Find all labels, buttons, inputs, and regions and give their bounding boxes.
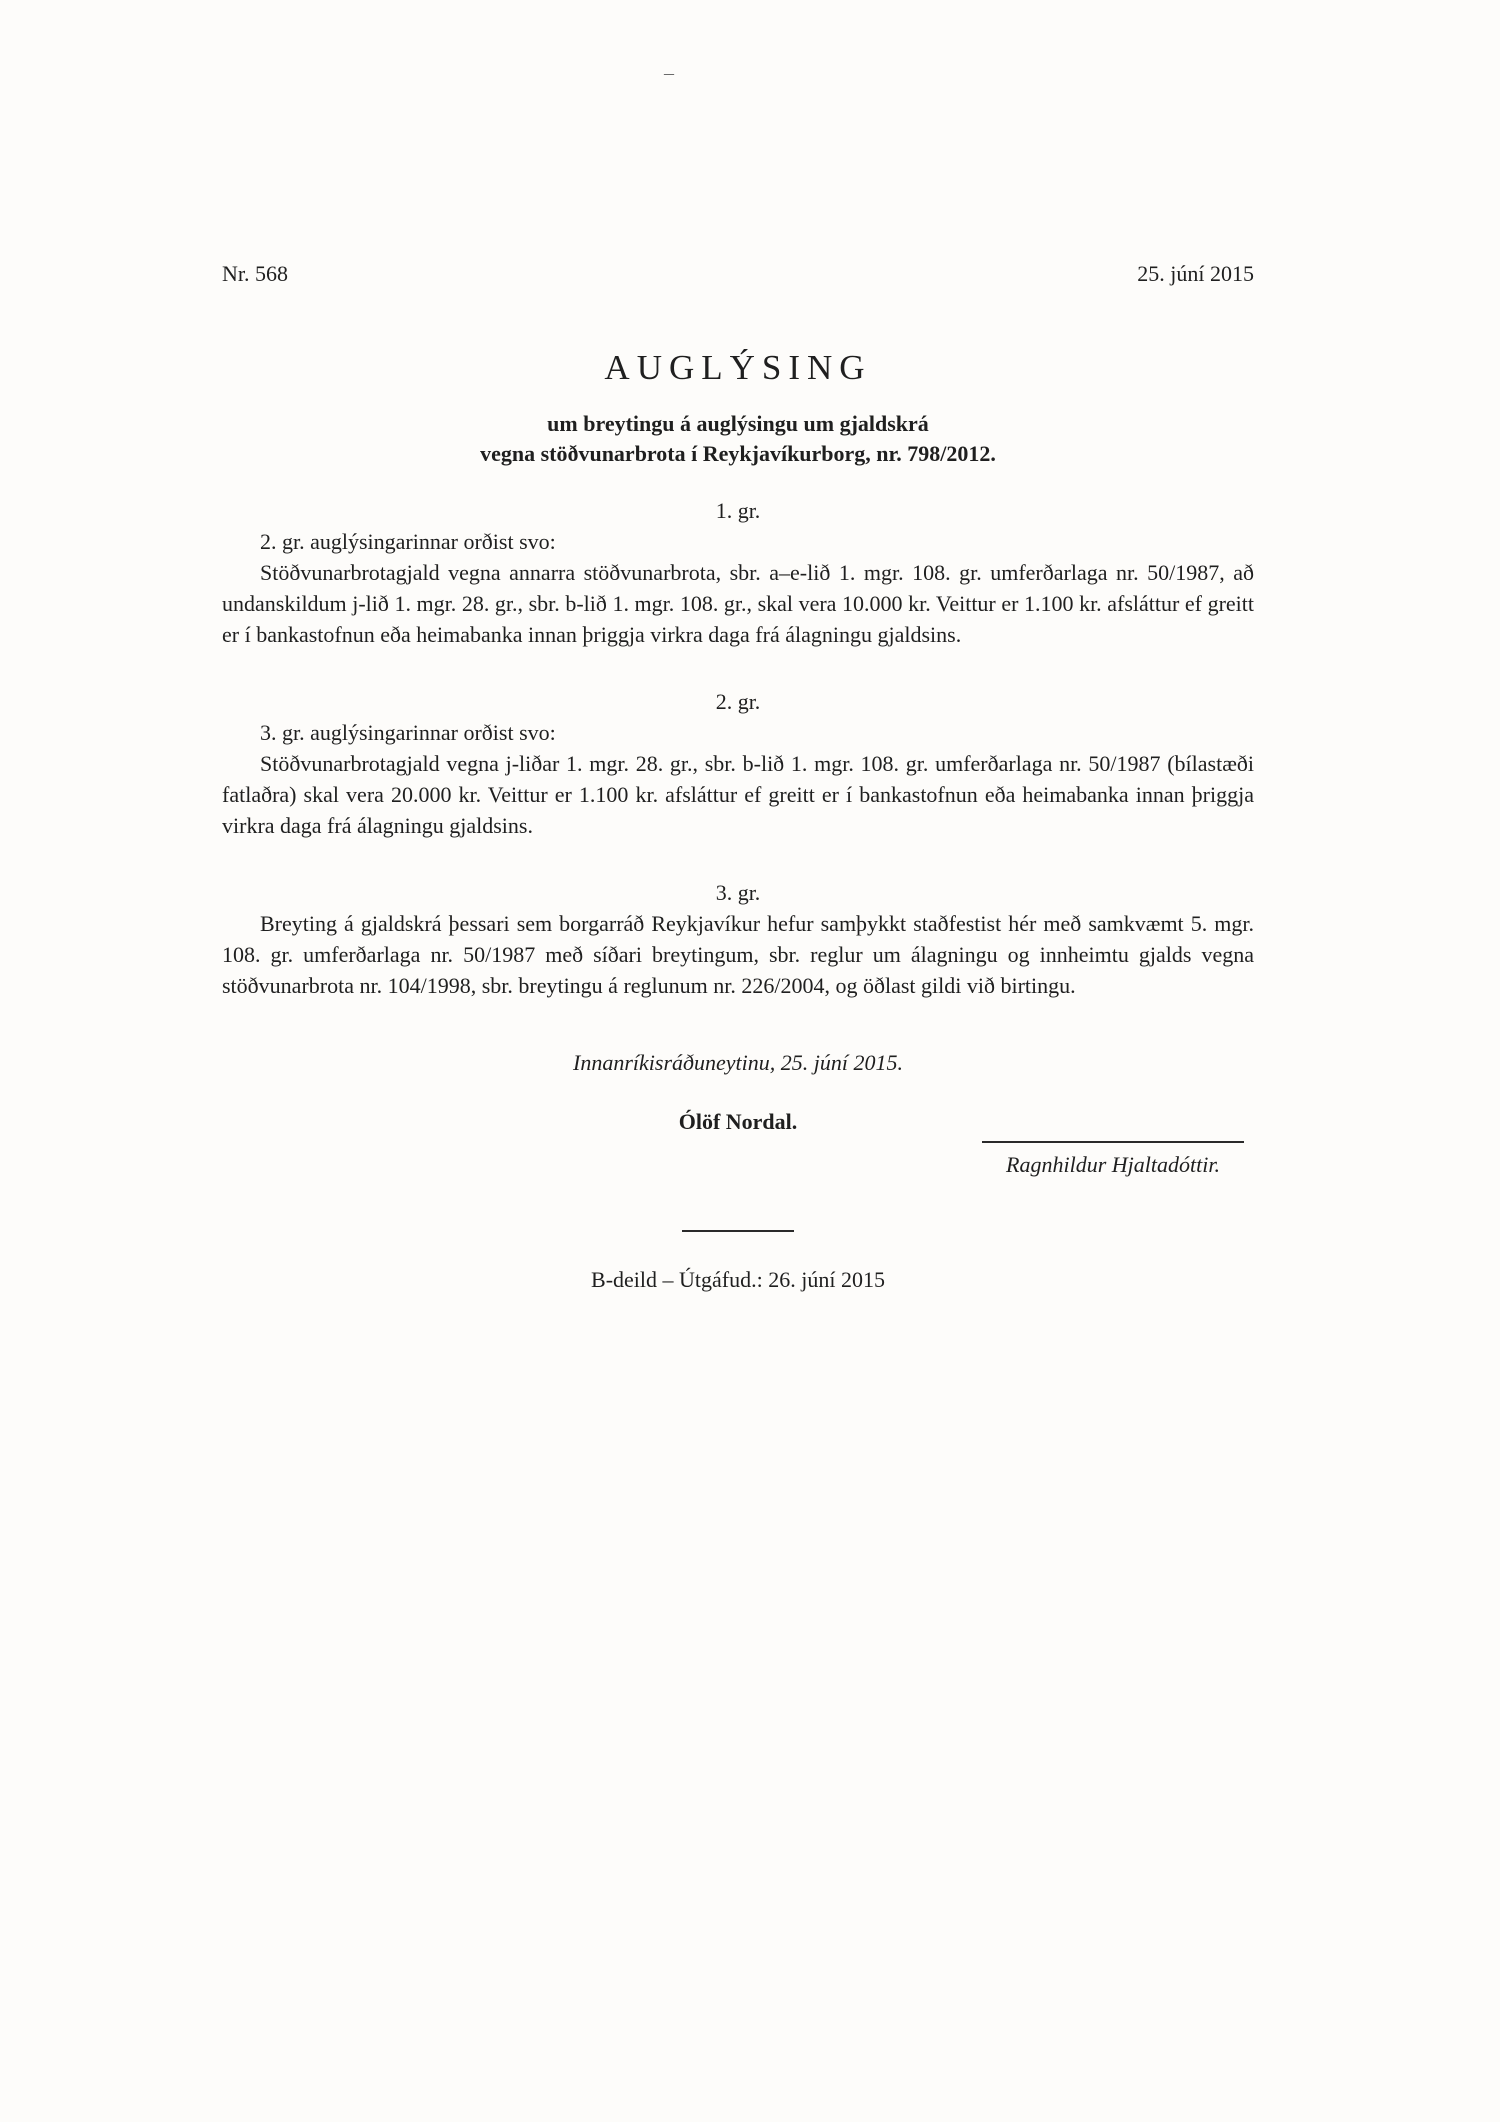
document-content bbox=[222, 258, 1254, 1295]
section-3 bbox=[222, 877, 1254, 1001]
section-2 bbox=[222, 686, 1254, 841]
section-3-heading: 3. gr. bbox=[715, 880, 761, 905]
subtitle-line-2: vegna stöðvunarbrota í Reykjavíkurborg, nr. 798/2012. bbox=[480, 441, 996, 466]
page-title: AUGLÝSING bbox=[604, 348, 872, 387]
signer-primary: Ólöf Nordal. bbox=[678, 1109, 798, 1134]
footer-text: B-deild – Útgáfud.: 26. júní 2015 bbox=[591, 1267, 885, 1292]
signature-place-date: Innanríkisráðuneytinu, 25. júní 2015. bbox=[573, 1050, 903, 1075]
section-1-body: Stöðvunarbrotagjald vegna annarra stöðvunarbrota, sbr. a–e-lið 1. mgr. 108. gr. umferðarlaga nr. 50/1987, að undanskildum j-lið 1. mgr. 28. gr., sbr. b-lið 1. mgr. 108. gr., skal vera 10.000 kr. Veittur er 1.100 kr. afsláttur ef greitt er í bankastofnun eða heimabanka innan þriggja virkra daga frá álagningu gjaldsins. bbox=[222, 560, 1254, 647]
section-2-body: Stöðvunarbrotagjald vegna j-liðar 1. mgr. 28. gr., sbr. b-lið 1. mgr. 108. gr. umferðarlaga nr. 50/1987 (bílastæði fatlaðra) skal vera 20.000 kr. Veittur er 1.100 kr. afsláttur ef greitt er í bankastofnun eða heimabanka innan þriggja virkra daga frá álagningu gjaldsins. bbox=[222, 751, 1254, 838]
countersignature-block bbox=[982, 1141, 1244, 1180]
section-2-intro: 3. gr. auglýsingarinnar orðist svo: bbox=[260, 720, 556, 745]
section-1 bbox=[222, 495, 1254, 650]
document-number: Nr. 568 bbox=[222, 261, 288, 286]
section-1-intro: 2. gr. auglýsingarinnar orðist svo: bbox=[260, 529, 556, 554]
footer-divider bbox=[682, 1230, 794, 1232]
signer-secondary: Ragnhildur Hjaltadóttir. bbox=[1006, 1152, 1220, 1177]
document-subtitle bbox=[222, 409, 1254, 469]
scan-artifact-dash: – bbox=[664, 62, 674, 84]
section-1-heading: 1. gr. bbox=[715, 498, 761, 523]
section-3-body: Breyting á gjaldskrá þessari sem borgarráð Reykjavíkur hefur samþykkt staðfestist hér með samkvæmt 5. mgr. 108. gr. umferðarlaga nr. 50/1987 með síðari breytingum, sbr. reglur um álagningu og innheimtu gjalds vegna stöðvunarbrota nr. 104/1998, sbr. breytingu á reglunum nr. 226/2004, og öðlast gildi við birtingu. bbox=[222, 911, 1254, 998]
section-2-heading: 2. gr. bbox=[715, 689, 761, 714]
subtitle-line-1: um breytingu á auglýsingu um gjaldskrá bbox=[547, 411, 929, 436]
document-date: 25. júní 2015 bbox=[1137, 261, 1254, 286]
document-header bbox=[222, 258, 1254, 289]
